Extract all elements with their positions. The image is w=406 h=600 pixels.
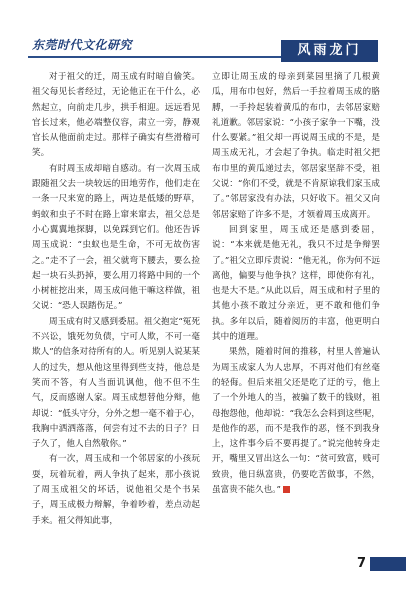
right-column bbox=[212, 70, 380, 498]
paragraph: 有时周玉成却暗自感动。有一次周玉成跟随祖父去一块较远的田地劳作，他们走在一条一尺来宽的路上，两边是低矮的野草，蚂蚁和虫子不时在路上窜来窜去，祖父总是小心翼翼地探脚，以免踩到它们。他还告诉周玉成说：“虫蚁也是生命，不可无故伤害之。”走不了一会，祖父就弯下腰去，要么捡起一块石头扔掉，要么用刀将路中间的一个小树桩挖出来，周玉成问他干嘛这样做，祖父说：“恐人误踏伤足。” bbox=[32, 163, 200, 312]
page-number-bar bbox=[370, 557, 406, 571]
left-column bbox=[32, 70, 200, 529]
section-banner: 风雨龙门 bbox=[281, 40, 378, 62]
page-header bbox=[0, 0, 406, 66]
paragraph: 立即让周玉成的母亲到菜园里摘了几根黄瓜，用布巾包好，然后一手拉着周玉成的胳膊，一手拎起装着黄瓜的布巾，去邻居家赔礼道歉。邻居家说：“小孩子家争一下嘴，没什么要紧。”祖父却一再说周玉成的不是，是周玉成无礼，才会起了争执。临走时祖父把布巾里的黄瓜递过去，邻居家坚辞不受，祖父说：“你们不受，就是不肯原谅我们家玉成了。”邻居家没有办法，只好收下。祖父又向邻居家赔了许多不是，才领着周玉成离开。 bbox=[212, 72, 380, 220]
paragraph-text: 果然，随着时间的推移，村里人普遍认为周玉成家人为人忠厚，不再对他们有丝毫的轻侮。但后来祖父还是吃了迂的亏，他上了一个外地人的当，被骗了数千的钱财，祖母抱怨他，他却说：“我怎么会料到这些呢，是他作的恶，而不是我作的恶，怪不到我身上，这件事今后不要再提了。”说完他转身走开，嘴里又冒出这么一句：“贫可致富，贱可致贵，他日纵富贵，仍要吃苦做事，不然，虽富贵不能久也。” bbox=[212, 347, 380, 496]
paragraph: 对于祖父的迁，周玉成有时暗自偷笑。祖父每见长者经过，无论他正在干什么，必然起立，向前走几步，拱手相迎。远远看见官长过来，他必端整仪容，肃立一旁，静观官长从他面前走过。那样子确实有些滑稽可笑。 bbox=[32, 72, 200, 159]
journal-title: 东莞时代文化研究 bbox=[32, 38, 133, 52]
header-rule bbox=[28, 56, 281, 58]
paragraph: 有一次，周玉成和一个邻居家的小孩玩耍，玩着玩着，两人争执了起来，那小孩说了周玉成祖父的坏话，说他祖父是个书呆子，周玉成极力辩解，争着吵着，差点动起手来。祖父得知此事， bbox=[32, 454, 200, 526]
paragraph: 回到家里，周玉成还是感到委屈，说：“本来就是他无礼，我只不过是争辩罢了。”祖父立即斥责说：“他无礼，你为何不远离他，偏要与他争执？这样，即使你有礼，也是大不是。”从此以后，周玉成和村子里的其他小孩不敢过分亲近，更不敢和他们争执。多年以后，随着阅历的丰富，他更明白其中的道理。 bbox=[212, 224, 380, 343]
page-number: 7 bbox=[357, 556, 367, 571]
paragraph-final bbox=[212, 345, 380, 498]
end-mark-icon bbox=[283, 486, 290, 493]
paragraph: 周玉成有时又感到委屈。祖父抱定“冤死不兴讼，饿死勿负债，宁可人欺，不可一毫欺人”的信条对待所有的人。听见别人说某某人的过失，想从他这里得到些支持，他总是笑而不答，有人当面讥讽他，他不但不生气，反而感谢人家。周玉成想替他分辩，他却说：“低头守分，分外之想一毫不着于心，我胸中洒洒落落，何尝有过不去的日子？日子久了，他人自然敬你。” bbox=[32, 316, 200, 450]
